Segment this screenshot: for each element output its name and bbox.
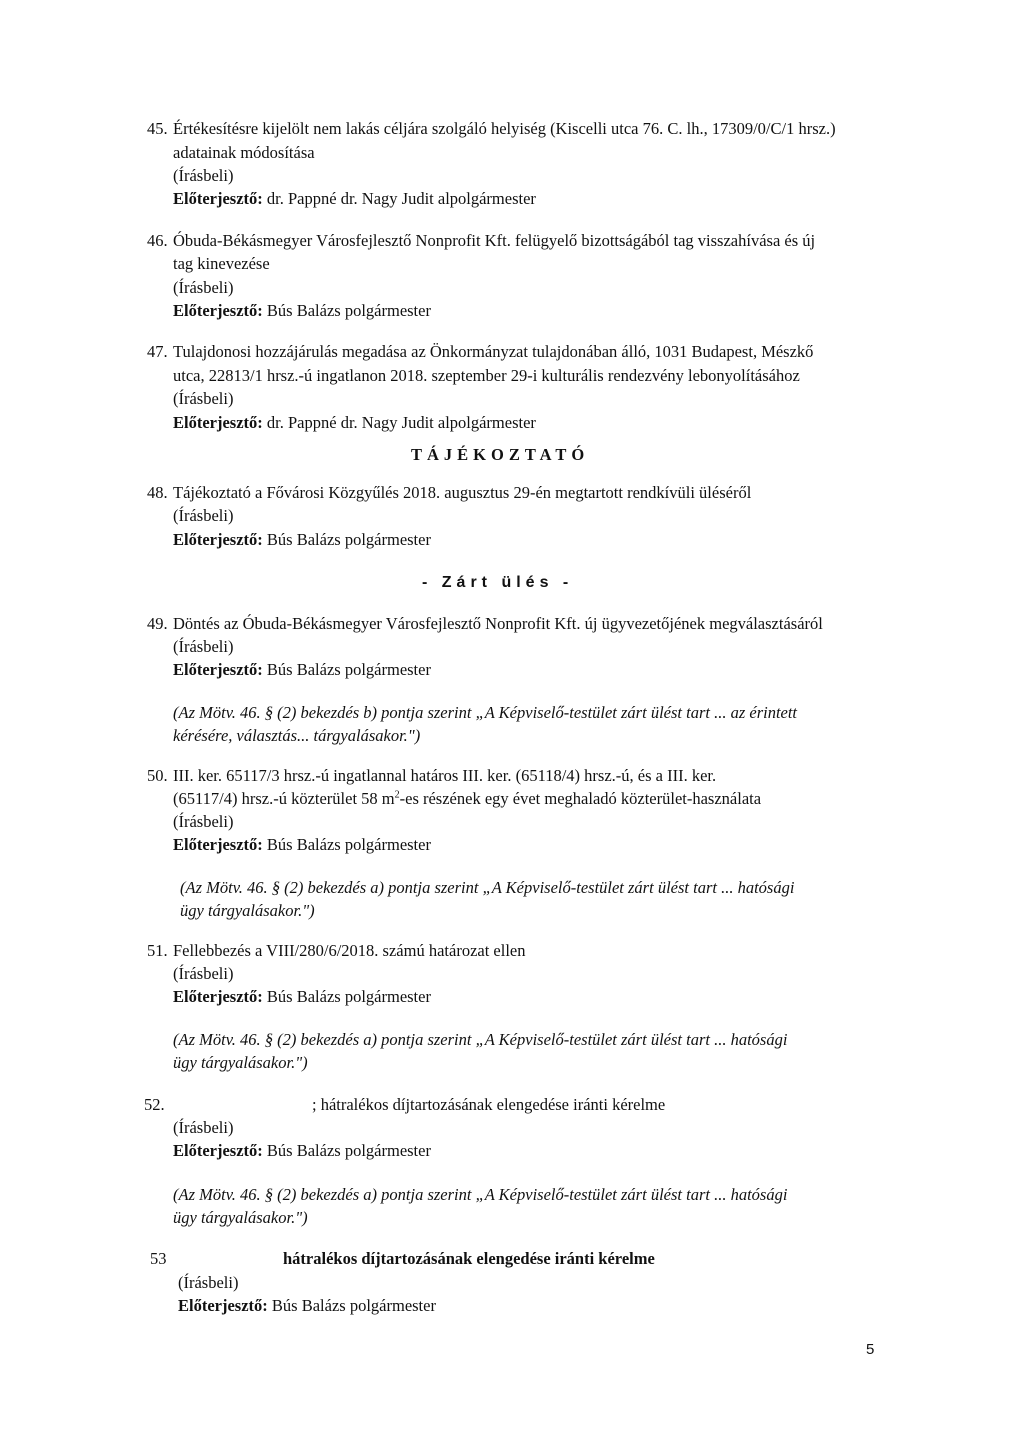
item-50-legal-line-2: ügy tárgyalásakor.") [180, 901, 315, 920]
item-47-number: 47. [147, 342, 168, 361]
presenter-name: Bús Balázs polgármester [271, 1296, 436, 1315]
item-48-number: 48. [147, 483, 168, 502]
presenter-name: Bús Balázs polgármester [266, 660, 431, 679]
item-51-number: 51. [147, 941, 168, 960]
item-45-title-line-1: Értékesítésre kijelölt nem lakás céljára szolgáló helyiség (Kiscelli utca 76. C. lh., 17309/0/C/1 hrsz.) [173, 119, 836, 138]
item-50-number: 50. [147, 766, 168, 785]
item-51-legal-line-2: ügy tárgyalásakor.") [173, 1053, 308, 1072]
item-47-title-line-1: Tulajdonosi hozzájárulás megadása az Önkormányzat tulajdonában álló, 1031 Budapest, Mészkő [173, 342, 814, 361]
presenter-label: Előterjesztő: [173, 530, 263, 549]
presenter-name: Bús Balázs polgármester [266, 835, 431, 854]
item-49-legal-line-1: (Az Mötv. 46. § (2) bekezdés b) pontja szerint „A Képviselő-testület zárt ülést tart ... az érintett [173, 703, 798, 722]
item-48-presenter [173, 530, 431, 550]
item-48-type: (Írásbeli) [173, 506, 234, 525]
item-50-type: (Írásbeli) [173, 812, 234, 831]
item-52-number: 52. [144, 1095, 165, 1114]
presenter-name: Bús Balázs polgármester [266, 1141, 431, 1160]
presenter-name: dr. Pappné dr. Nagy Judit alpolgármester [266, 189, 536, 208]
presenter-name: Bús Balázs polgármester [266, 301, 431, 320]
item-53-type: (Írásbeli) [178, 1273, 239, 1292]
item-50-title-line-2 [173, 789, 761, 809]
item-46-title-line-1: Óbuda-Békásmegyer Városfejlesztő Nonprofit Kft. felügyelő bizottságából tag visszahívása és új [173, 231, 816, 250]
presenter-name: dr. Pappné dr. Nagy Judit alpolgármester [266, 413, 536, 432]
presenter-name: Bús Balázs polgármester [266, 987, 431, 1006]
item-45-presenter [173, 189, 536, 209]
item-49-presenter [173, 660, 431, 680]
presenter-label: Előterjesztő: [173, 413, 263, 432]
title-text: (65117/4) hrsz.-ú közterület 58 m [173, 789, 395, 808]
item-52-legal-line-2: ügy tárgyalásakor.") [173, 1208, 308, 1227]
item-47-title-line-2: utca, 22813/1 hrsz.-ú ingatlanon 2018. szeptember 29-i kulturális rendezvény lebonyolításához [173, 366, 800, 385]
item-50-title-line-1: III. ker. 65117/3 hrsz.-ú ingatlannal határos III. ker. (65118/4) hrsz.-ú, és a III. ker. [173, 766, 717, 785]
presenter-label: Előterjesztő: [178, 1296, 268, 1315]
item-52-presenter [173, 1141, 431, 1161]
item-49-title: Döntés az Óbuda-Békásmegyer Városfejlesztő Nonprofit Kft. új ügyvezetőjének megválasztásáról [173, 614, 823, 633]
item-51-title: Fellebbezés a VIII/280/6/2018. számú határozat ellen [173, 941, 526, 960]
page-number: 5 [866, 1341, 875, 1358]
item-50-presenter [173, 835, 431, 855]
item-53-presenter [178, 1296, 436, 1316]
item-46-type: (Írásbeli) [173, 278, 234, 297]
item-45-type: (Írásbeli) [173, 166, 234, 185]
info-section-heading: TÁJÉKOZTATÓ [411, 445, 590, 464]
item-51-type: (Írásbeli) [173, 964, 234, 983]
presenter-label: Előterjesztő: [173, 1141, 263, 1160]
presenter-label: Előterjesztő: [173, 987, 263, 1006]
item-51-presenter [173, 987, 431, 1007]
superscript: 2 [394, 789, 400, 801]
item-47-presenter [173, 413, 536, 433]
item-48-title: Tájékoztató a Fővárosi Közgyűlés 2018. augusztus 29-én megtartott rendkívüli üléséről [173, 483, 752, 502]
item-45-title-line-2: adatainak módosítása [173, 143, 315, 162]
closed-session-heading: - Zárt ülés - [422, 574, 574, 591]
item-45-number: 45. [147, 119, 168, 138]
item-52-title: ; hátralékos díjtartozásának elengedése iránti kérelme [312, 1095, 666, 1114]
presenter-label: Előterjesztő: [173, 301, 263, 320]
title-text: -es részének egy évet meghaladó közterület-használata [399, 789, 762, 808]
presenter-label: Előterjesztő: [173, 660, 263, 679]
item-53-title: hátralékos díjtartozásának elengedése iránti kérelme [283, 1249, 655, 1268]
item-53-number: 53 [150, 1249, 167, 1268]
presenter-name: Bús Balázs polgármester [266, 530, 431, 549]
item-46-title-line-2: tag kinevezése [173, 254, 270, 273]
presenter-label: Előterjesztő: [173, 189, 263, 208]
item-50-legal-line-1: (Az Mötv. 46. § (2) bekezdés a) pontja szerint „A Képviselő-testület zárt ülést tart ... hatósági [180, 878, 795, 897]
item-49-legal-line-2: kérésére, választás... tárgyalásakor.") [173, 726, 421, 745]
item-49-type: (Írásbeli) [173, 637, 234, 656]
item-46-number: 46. [147, 231, 168, 250]
item-47-type: (Írásbeli) [173, 389, 234, 408]
item-52-legal-line-1: (Az Mötv. 46. § (2) bekezdés a) pontja szerint „A Képviselő-testület zárt ülést tart ... hatósági [173, 1185, 788, 1204]
presenter-label: Előterjesztő: [173, 835, 263, 854]
item-46-presenter [173, 301, 431, 321]
item-49-number: 49. [147, 614, 168, 633]
item-51-legal-line-1: (Az Mötv. 46. § (2) bekezdés a) pontja szerint „A Képviselő-testület zárt ülést tart ... hatósági [173, 1030, 788, 1049]
item-52-type: (Írásbeli) [173, 1118, 234, 1137]
